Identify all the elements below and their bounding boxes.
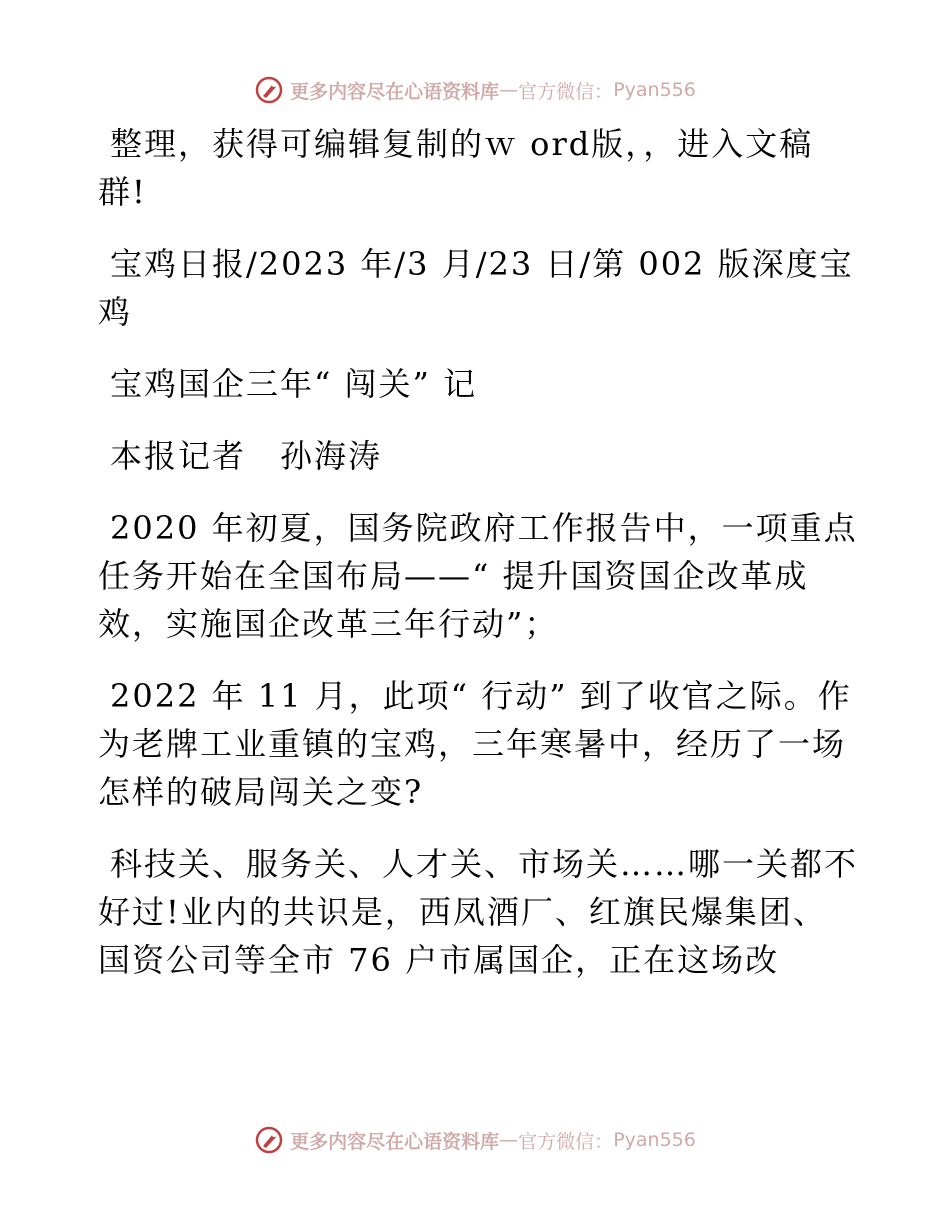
banner-main-text: 更多内容尽在心语资料库 (290, 1130, 500, 1153)
pen-nib-circle-icon (254, 1125, 284, 1155)
banner-separator: — (499, 1129, 519, 1151)
article-title: 宝鸡国企三年“ 闯关” 记 (110, 365, 478, 403)
banner-wechat-id: Pyan556 (613, 1129, 696, 1151)
paragraph-body-3: 科技关、服务关、人才关、市场关……哪一关都不好过!业内的共识是，西凤酒厂、红旗民爆集团、国资公司等全市 76 户市属国企，正在这场改 (98, 845, 859, 979)
banner-main-text: 更多内容尽在心语资料库 (290, 80, 500, 103)
header-banner (0, 70, 950, 110)
banner-wechat-label: 官方微信： (518, 80, 614, 103)
banner-wechat-id: Pyan556 (613, 79, 696, 101)
banner-separator: — (499, 79, 519, 101)
paragraph-body-1: 2020 年初夏，国务院政府工作报告中，一项重点任务开始在全国布局——“ 提升国资国企改革成效，实施国企改革三年行动”； (98, 509, 858, 643)
banner-wechat-label: 官方微信： (518, 1130, 614, 1153)
document-body (98, 120, 858, 1008)
pen-nib-circle-icon (254, 75, 284, 105)
paragraph-body-2: 2022 年 11 月，此项“ 行动” 到了收官之际。作为老牌工业重镇的宝鸡，三年寒暑中，经历了一场怎样的破局闯关之变? (98, 677, 852, 811)
article-byline: 本报记者 孙海涛 (110, 437, 383, 475)
paragraph-source: 宝鸡日报/2023 年/3 月/23 日/第 002 版深度宝鸡 (98, 245, 854, 331)
paragraph-intro: 整理，获得可编辑复制的ｗ ord版，，进入文稿群! (98, 125, 814, 211)
footer-banner (0, 1120, 950, 1160)
